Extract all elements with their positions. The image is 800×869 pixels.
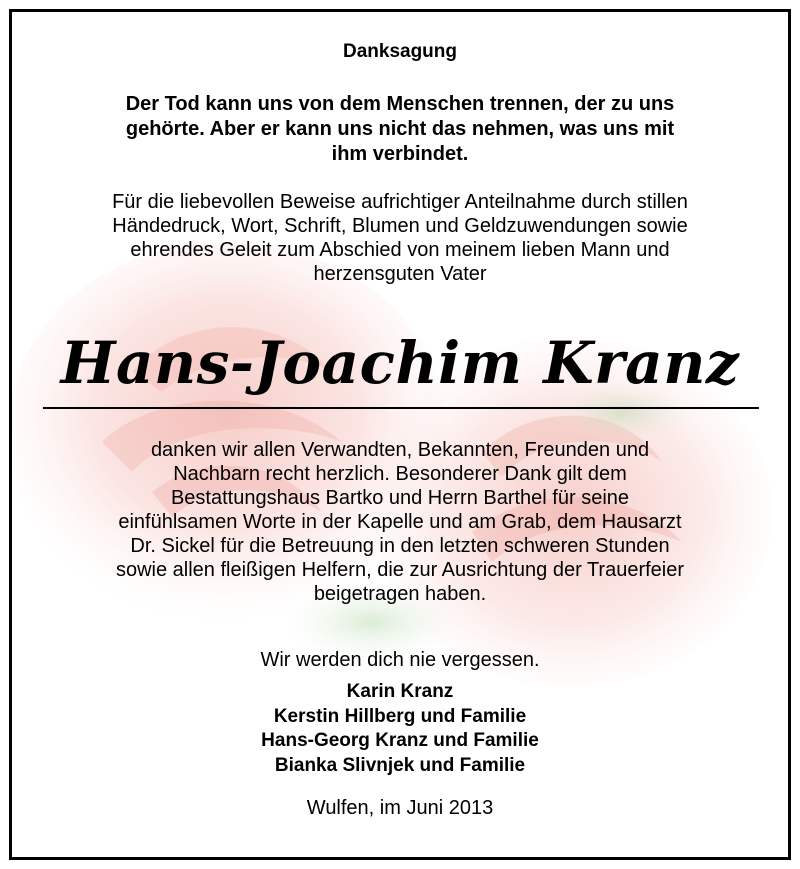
quote-line: Der Tod kann uns von dem Menschen trennen, der zu uns [125, 93, 675, 115]
thanks-line: Nachbarn recht herzlich. Besonderer Dank gilt dem [173, 463, 627, 485]
deceased-name: Hans-Joachim Kranz [60, 329, 740, 397]
thanks-paragraph [32, 438, 768, 606]
intro-line: Händedruck, Wort, Schrift, Blumen und Geldzuwendungen sowie [112, 215, 688, 237]
thanks-line: einfühlsamen Worte in der Kapelle und am Grab, dem Hausarzt [118, 511, 682, 533]
quote-line: gehörte. Aber er kann uns nicht das nehmen, was uns mit [125, 118, 675, 140]
family-member: Bianka Slivnjek und Familie [274, 754, 526, 776]
intro-line: ehrendes Geleit zum Abschied von meinem lieben Mann und [130, 239, 670, 261]
memorial-quote [42, 92, 758, 167]
place-and-date: Wulfen, im Juni 2013 [306, 797, 494, 819]
obituary-frame [9, 9, 791, 860]
family-signatures [12, 680, 788, 778]
thanks-line: Dr. Sickel für die Betreuung in den letzten schweren Stunden [130, 535, 670, 557]
family-member: Kerstin Hillberg und Familie [273, 705, 527, 727]
intro-line: Für die liebevollen Beweise aufrichtiger Anteilnahme durch stillen [112, 191, 688, 213]
thanks-line: danken wir allen Verwandten, Bekannten, Freunden und [150, 439, 650, 461]
thanks-line: Bestattungshaus Bartko und Herrn Barthel für seine [170, 487, 630, 509]
family-member: Hans-Georg Kranz und Familie [261, 730, 539, 751]
family-member: Karin Kranz [346, 681, 454, 702]
intro-line: herzensguten Vater [313, 263, 487, 285]
obituary-content [12, 12, 788, 857]
heading-title: Danksagung [342, 41, 458, 62]
quote-line: ihm verbindet. [331, 143, 469, 165]
thanks-line: beigetragen haben. [313, 583, 487, 605]
intro-paragraph [32, 190, 768, 286]
closing-line: Wir werden dich nie vergessen. [260, 649, 540, 671]
thanks-line: sowie allen fleißigen Helfern, die zur Ausrichtung der Trauerfeier [115, 559, 685, 581]
name-underline-divider [43, 407, 759, 409]
